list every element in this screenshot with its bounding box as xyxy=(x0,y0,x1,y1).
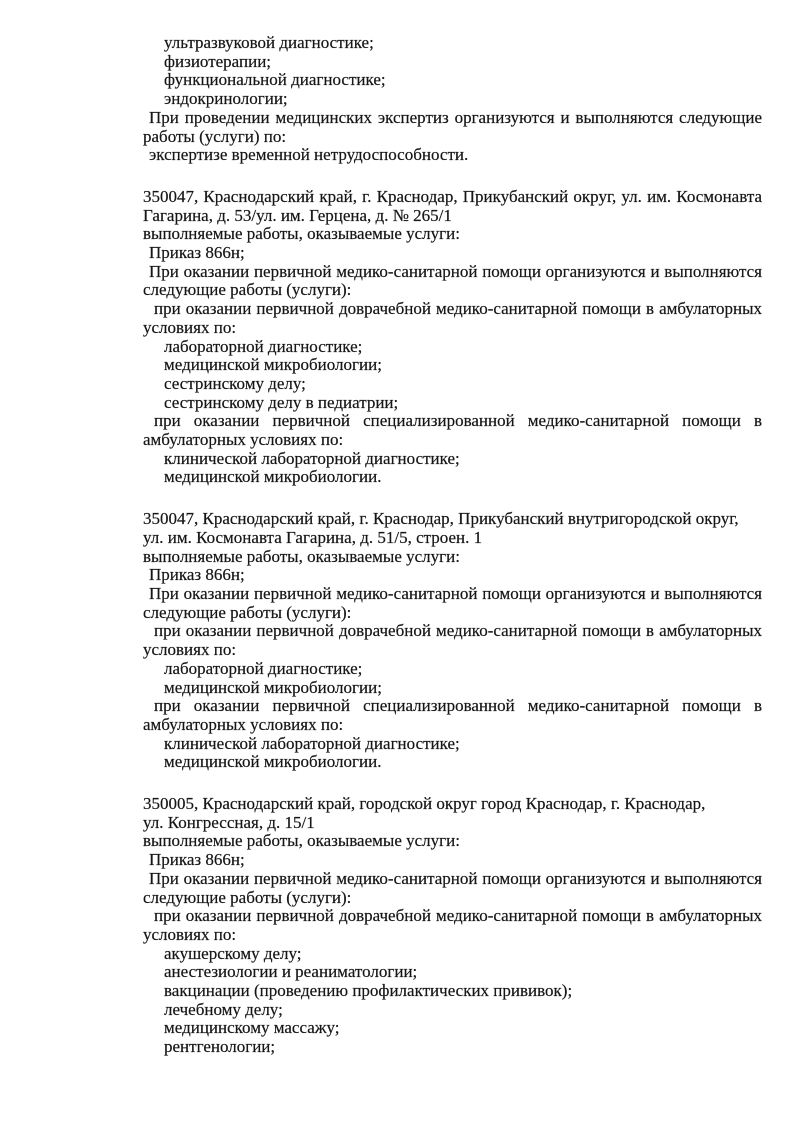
sub-item: экспертизе временной нетрудоспособности. xyxy=(149,145,469,165)
license-section xyxy=(143,34,762,165)
works-services-label: выполняемые работы, оказываемые услуги: xyxy=(143,224,460,244)
service-item: клинической лабораторной диагностике; xyxy=(164,448,460,468)
license-section xyxy=(143,188,762,487)
paragraph: При оказании первичной медико-санитарной помощи организуются и выполняются следующие работы (услуги): xyxy=(143,583,762,622)
order-reference: Приказ 866н; xyxy=(149,243,245,263)
works-services-label: выполняемые работы, оказываемые услуги: xyxy=(143,831,460,851)
paragraph: при оказании первичной доврачебной медико-санитарной помощи в амбулаторных условиях по: xyxy=(143,621,762,660)
service-item: функциональной диагностике; xyxy=(164,70,386,90)
license-section xyxy=(143,510,762,772)
works-services-label: выполняемые работы, оказываемые услуги: xyxy=(143,546,460,566)
paragraph: При оказании первичной медико-санитарной помощи организуются и выполняются следующие работы (услуги): xyxy=(143,868,762,907)
service-item: вакцинации (проведению профилактических прививок); xyxy=(164,981,573,1001)
service-item: клинической лабораторной диагностике; xyxy=(164,733,460,753)
service-item: эндокринологии; xyxy=(164,89,288,109)
paragraph: при оказании первичной доврачебной медико-санитарной помощи в амбулаторных условиях по: xyxy=(143,906,762,944)
service-item: медицинской микробиологии. xyxy=(164,467,382,487)
service-item: акушерскому делу; xyxy=(164,943,302,963)
address-line: ул. им. Космонавта Гагарина, д. 51/5, строен. 1 xyxy=(143,527,483,547)
license-section xyxy=(143,795,762,1057)
address-line: 350005, Краснодарский край, городской округ город Краснодар, г. Краснодар, xyxy=(143,794,706,814)
address-line: 350047, Краснодарский край, г. Краснодар, Прикубанский округ, ул. им. Космонавта Гагарина, д. 53/ул. им. Герцена, д. № 265/1 xyxy=(143,186,762,225)
service-item: анестезиологии и реаниматологии; xyxy=(164,962,418,982)
service-item: лечебному делу; xyxy=(164,999,283,1019)
order-reference: Приказ 866н; xyxy=(149,850,245,870)
service-item: сестринскому делу; xyxy=(164,373,306,393)
paragraph: при оказании первичной доврачебной медико-санитарной помощи в амбулаторных условиях по: xyxy=(143,299,762,337)
service-item: лабораторной диагностике; xyxy=(164,658,363,678)
paragraph: При оказании первичной медико-санитарной помощи организуются и выполняются следующие работы (услуги): xyxy=(143,261,762,300)
address-line: 350047, Краснодарский край, г. Краснодар, Прикубанский внутригородской округ, xyxy=(143,509,739,529)
service-item: физиотерапии; xyxy=(164,51,272,71)
service-item: лабораторной диагностике; xyxy=(164,336,363,356)
service-item: сестринскому делу в педиатрии; xyxy=(164,392,399,412)
service-item: ультразвуковой диагностике; xyxy=(164,33,374,52)
order-reference: Приказ 866н; xyxy=(149,565,245,585)
address-line: ул. Конгрессная, д. 15/1 xyxy=(143,812,315,832)
paragraph: При проведении медицинских экспертиз организуются и выполняются следующие работы (услуги) по: xyxy=(143,107,762,146)
paragraph: при оказании первичной специализированной медико-санитарной помощи в амбулаторных условиях по: xyxy=(143,696,762,734)
service-item: медицинскому массажу; xyxy=(164,1018,340,1038)
service-item: рентгенологии; xyxy=(164,1037,276,1057)
paragraph: при оказании первичной специализированной медико-санитарной помощи в амбулаторных условиях по: xyxy=(143,411,762,450)
service-item: медицинской микробиологии; xyxy=(164,677,382,697)
service-item: медицинской микробиологии; xyxy=(164,355,382,375)
service-item: медицинской микробиологии. xyxy=(164,752,382,772)
